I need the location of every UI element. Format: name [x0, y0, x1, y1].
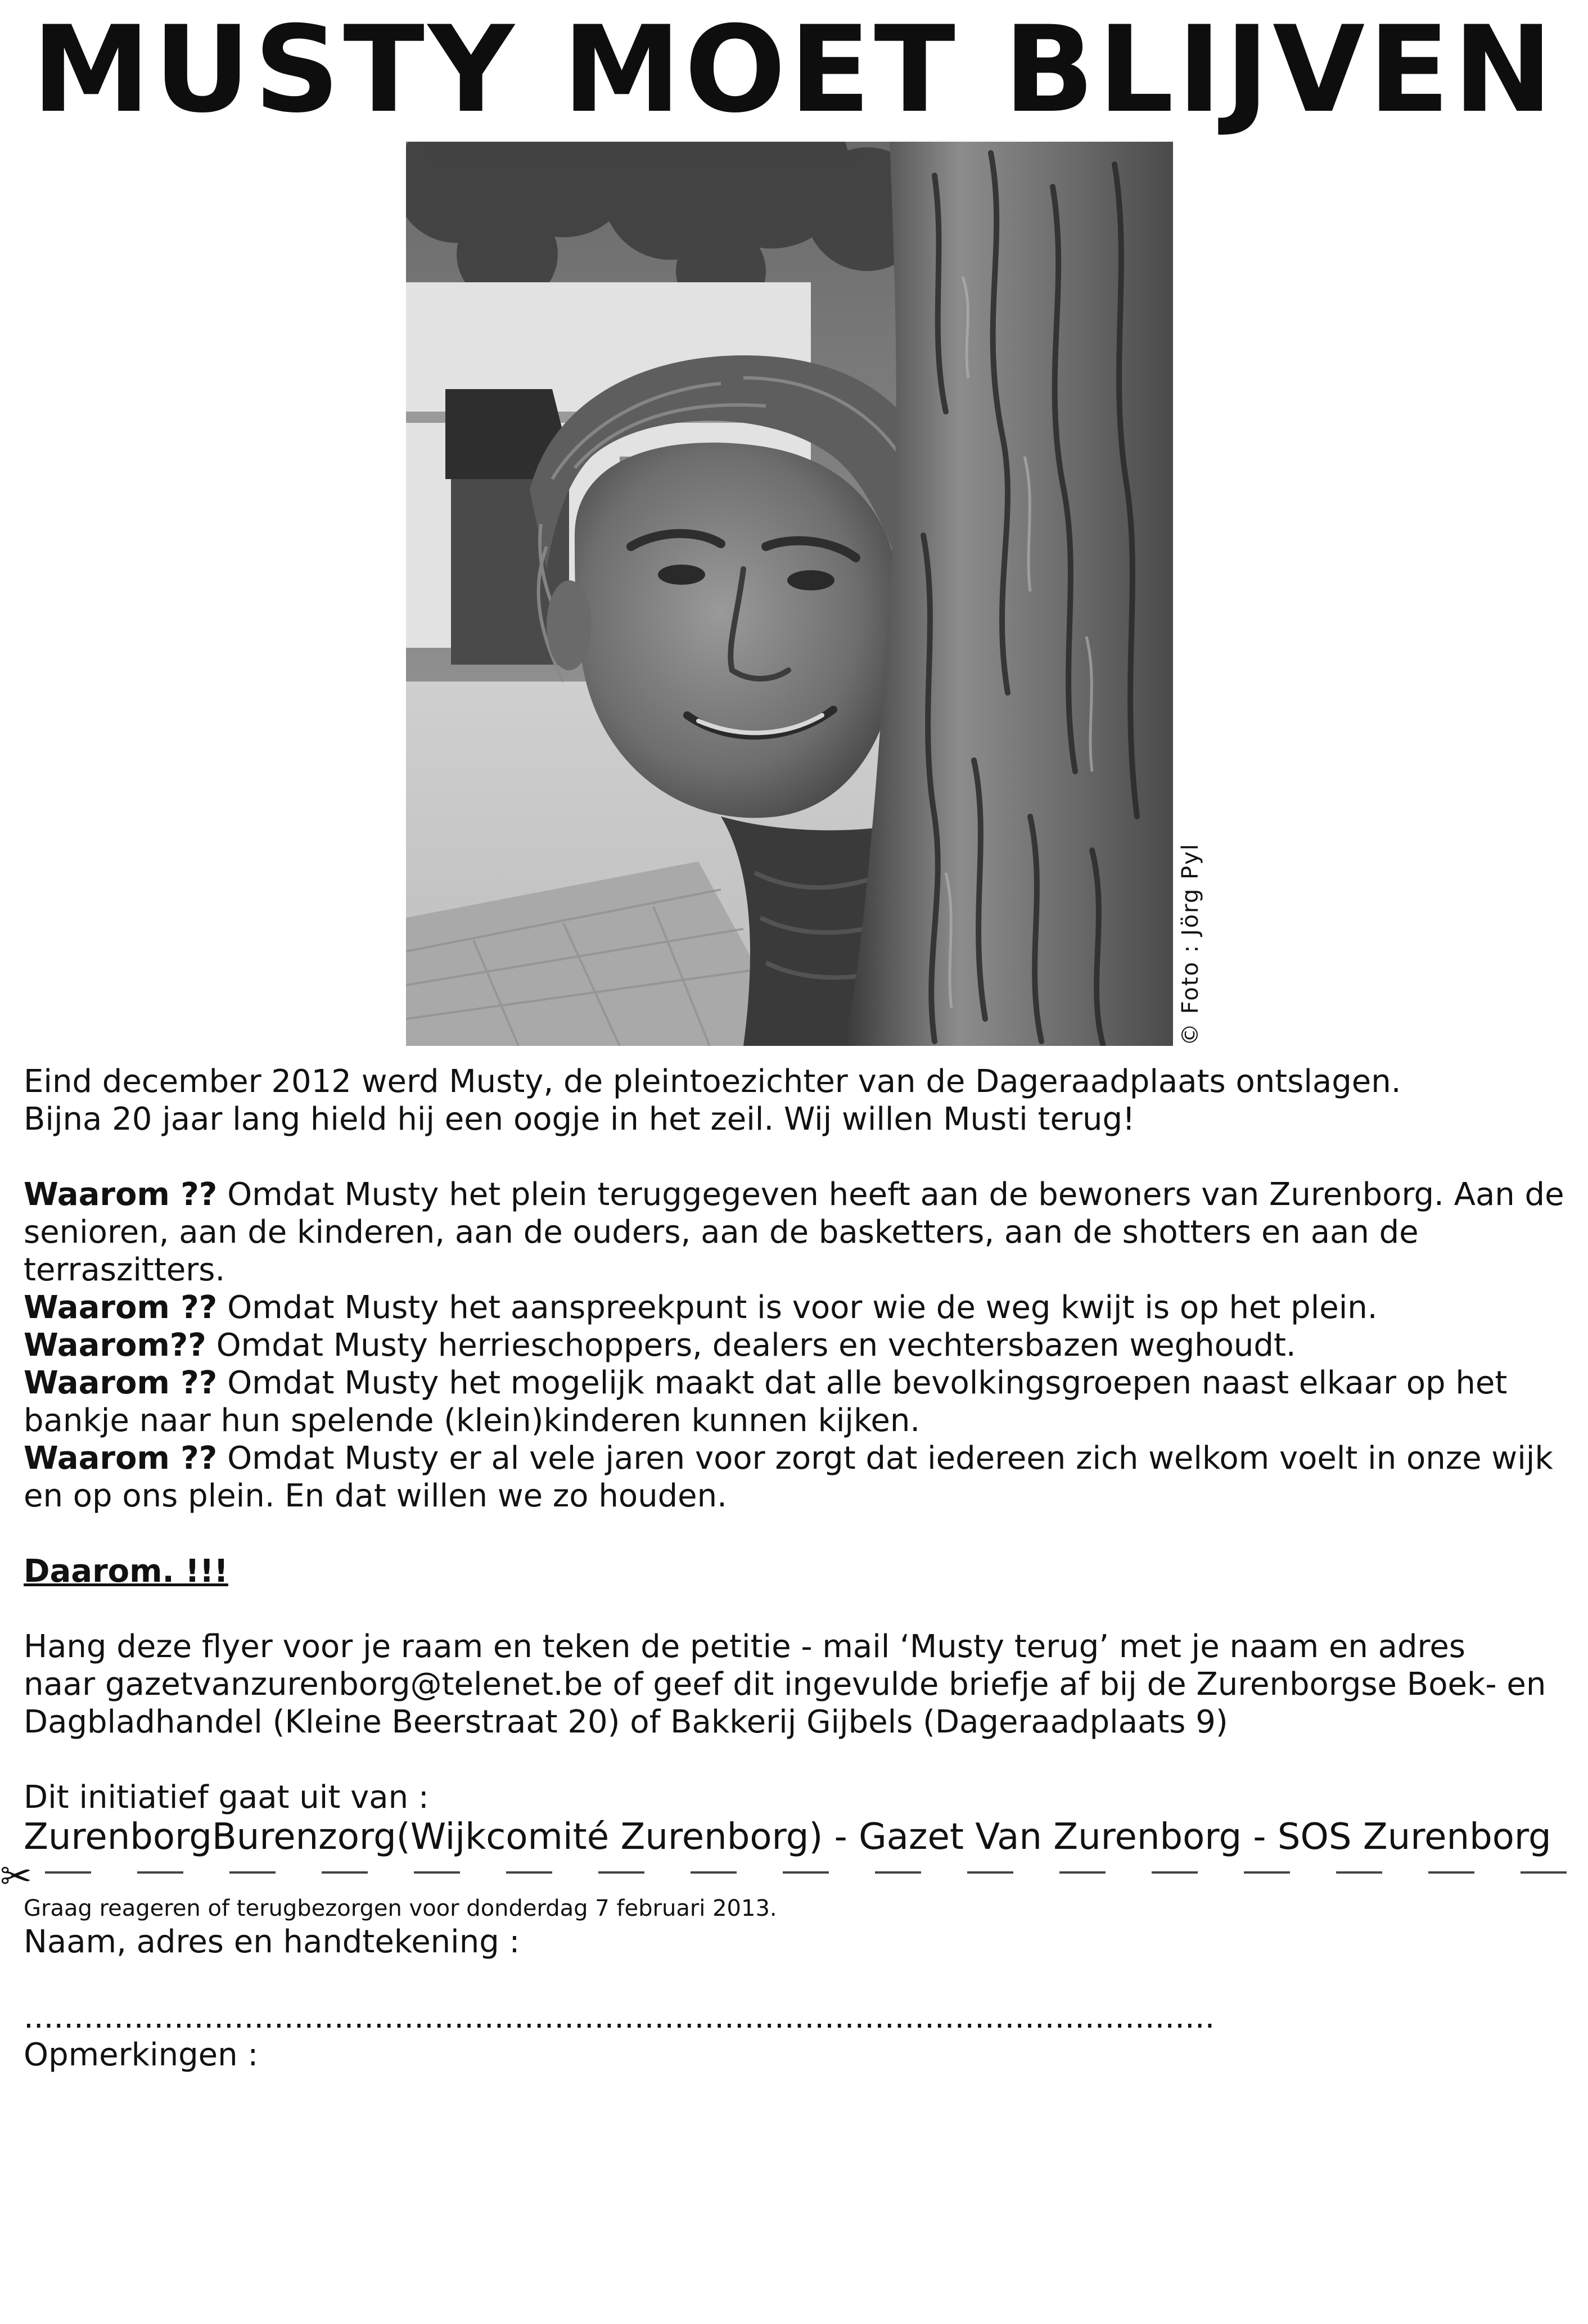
- spacer: [24, 1961, 1564, 1998]
- portrait-photo: [406, 142, 1173, 1046]
- reason-label: Waarom ??: [24, 1176, 218, 1213]
- scissors-icon: ✂: [0, 1854, 32, 1899]
- name-address-signature-field[interactable]: .......................................................................................................................: [24, 1999, 1215, 2036]
- reason-text: Omdat Musty er al vele jaren voor zorgt dat iedereen zich welkom voelt in onze wijk en op ons plein. En dat willen we zo houden.: [24, 1440, 1553, 1514]
- reason-text: Omdat Musty het aanspreekpunt is voor wie de weg kwijt is op het plein.: [217, 1289, 1378, 1326]
- conclusion-heading: Daarom. !!!: [24, 1553, 228, 1590]
- flyer-body: [24, 1063, 1564, 1858]
- page-title: MUSTY MOET BLIJVEN: [31, 0, 1557, 139]
- reason-label: Waarom ??: [24, 1289, 218, 1326]
- reply-slip: [24, 1894, 1564, 2074]
- reason-item: [24, 1289, 1564, 1326]
- deadline-note: Graag reageren of terugbezorgen voor donderdag 7 februari 2013.: [24, 1896, 777, 1921]
- reason-label: Waarom ??: [24, 1440, 218, 1477]
- intro-line-2: Bijna 20 jaar lang hield hij een oogje in het zeil. Wij willen Musti terug!: [24, 1101, 1135, 1138]
- initiative-label: Dit initiatief gaat uit van :: [24, 1779, 429, 1816]
- intro-line-1: Eind december 2012 werd Musty, de pleintoezichter van de Dageraadplaats ontslagen.: [24, 1063, 1401, 1100]
- spacer: [24, 1138, 1564, 1176]
- cut-line: [0, 1856, 1588, 1889]
- reason-item: [24, 1326, 1564, 1364]
- reason-text: Omdat Musty het plein teruggegeven heeft aan de bewoners van Zurenborg. Aan de senioren, aan de kinderen, aan de ouders, aan de basketters, aan de shotters en aan de terraszitters.: [24, 1176, 1564, 1288]
- initiative-organizations: ZurenborgBurenzorg(Wijkcomité Zurenborg) - Gazet Van Zurenborg - SOS Zurenborg: [24, 1816, 1551, 1858]
- reason-text: Omdat Musty het mogelijk maakt dat alle bevolkingsgroepen naast elkaar op het bankje naar hun spelende (klein)kinderen kunnen kijken.: [24, 1365, 1508, 1439]
- name-address-signature-label: Naam, adres en handtekening :: [24, 1924, 520, 1960]
- call-to-action-line-1: Hang deze flyer voor je raam en teken de petitie - mail ‘Musty terug’ met je naam en adres: [24, 1628, 1465, 1665]
- spacer: [24, 1515, 1564, 1553]
- reason-label: Waarom??: [24, 1327, 206, 1364]
- spacer: [24, 1590, 1564, 1628]
- reason-item: [24, 1176, 1564, 1289]
- photo-credit: © Foto : Jörg Pyl: [1178, 843, 1203, 1046]
- reason-label: Waarom ??: [24, 1365, 218, 1401]
- reason-text: Omdat Musty herrieschoppers, dealers en vechtersbazen weghoudt.: [206, 1327, 1296, 1364]
- spacer: [24, 1741, 1564, 1779]
- portrait-photo-drawing: [406, 142, 1173, 1046]
- reason-item: [24, 1439, 1564, 1515]
- remarks-label: Opmerkingen :: [24, 2037, 259, 2073]
- call-to-action-line-2: naar gazetvanzurenborg@telenet.be of geef dit ingevulde briefje af bij de Zurenborgse Boek- en Dagbladhandel (Kleine Beerstraat 20) of Bakkerij Gijbels (Dageraadplaats 9): [24, 1666, 1546, 1740]
- reason-item: [24, 1364, 1564, 1439]
